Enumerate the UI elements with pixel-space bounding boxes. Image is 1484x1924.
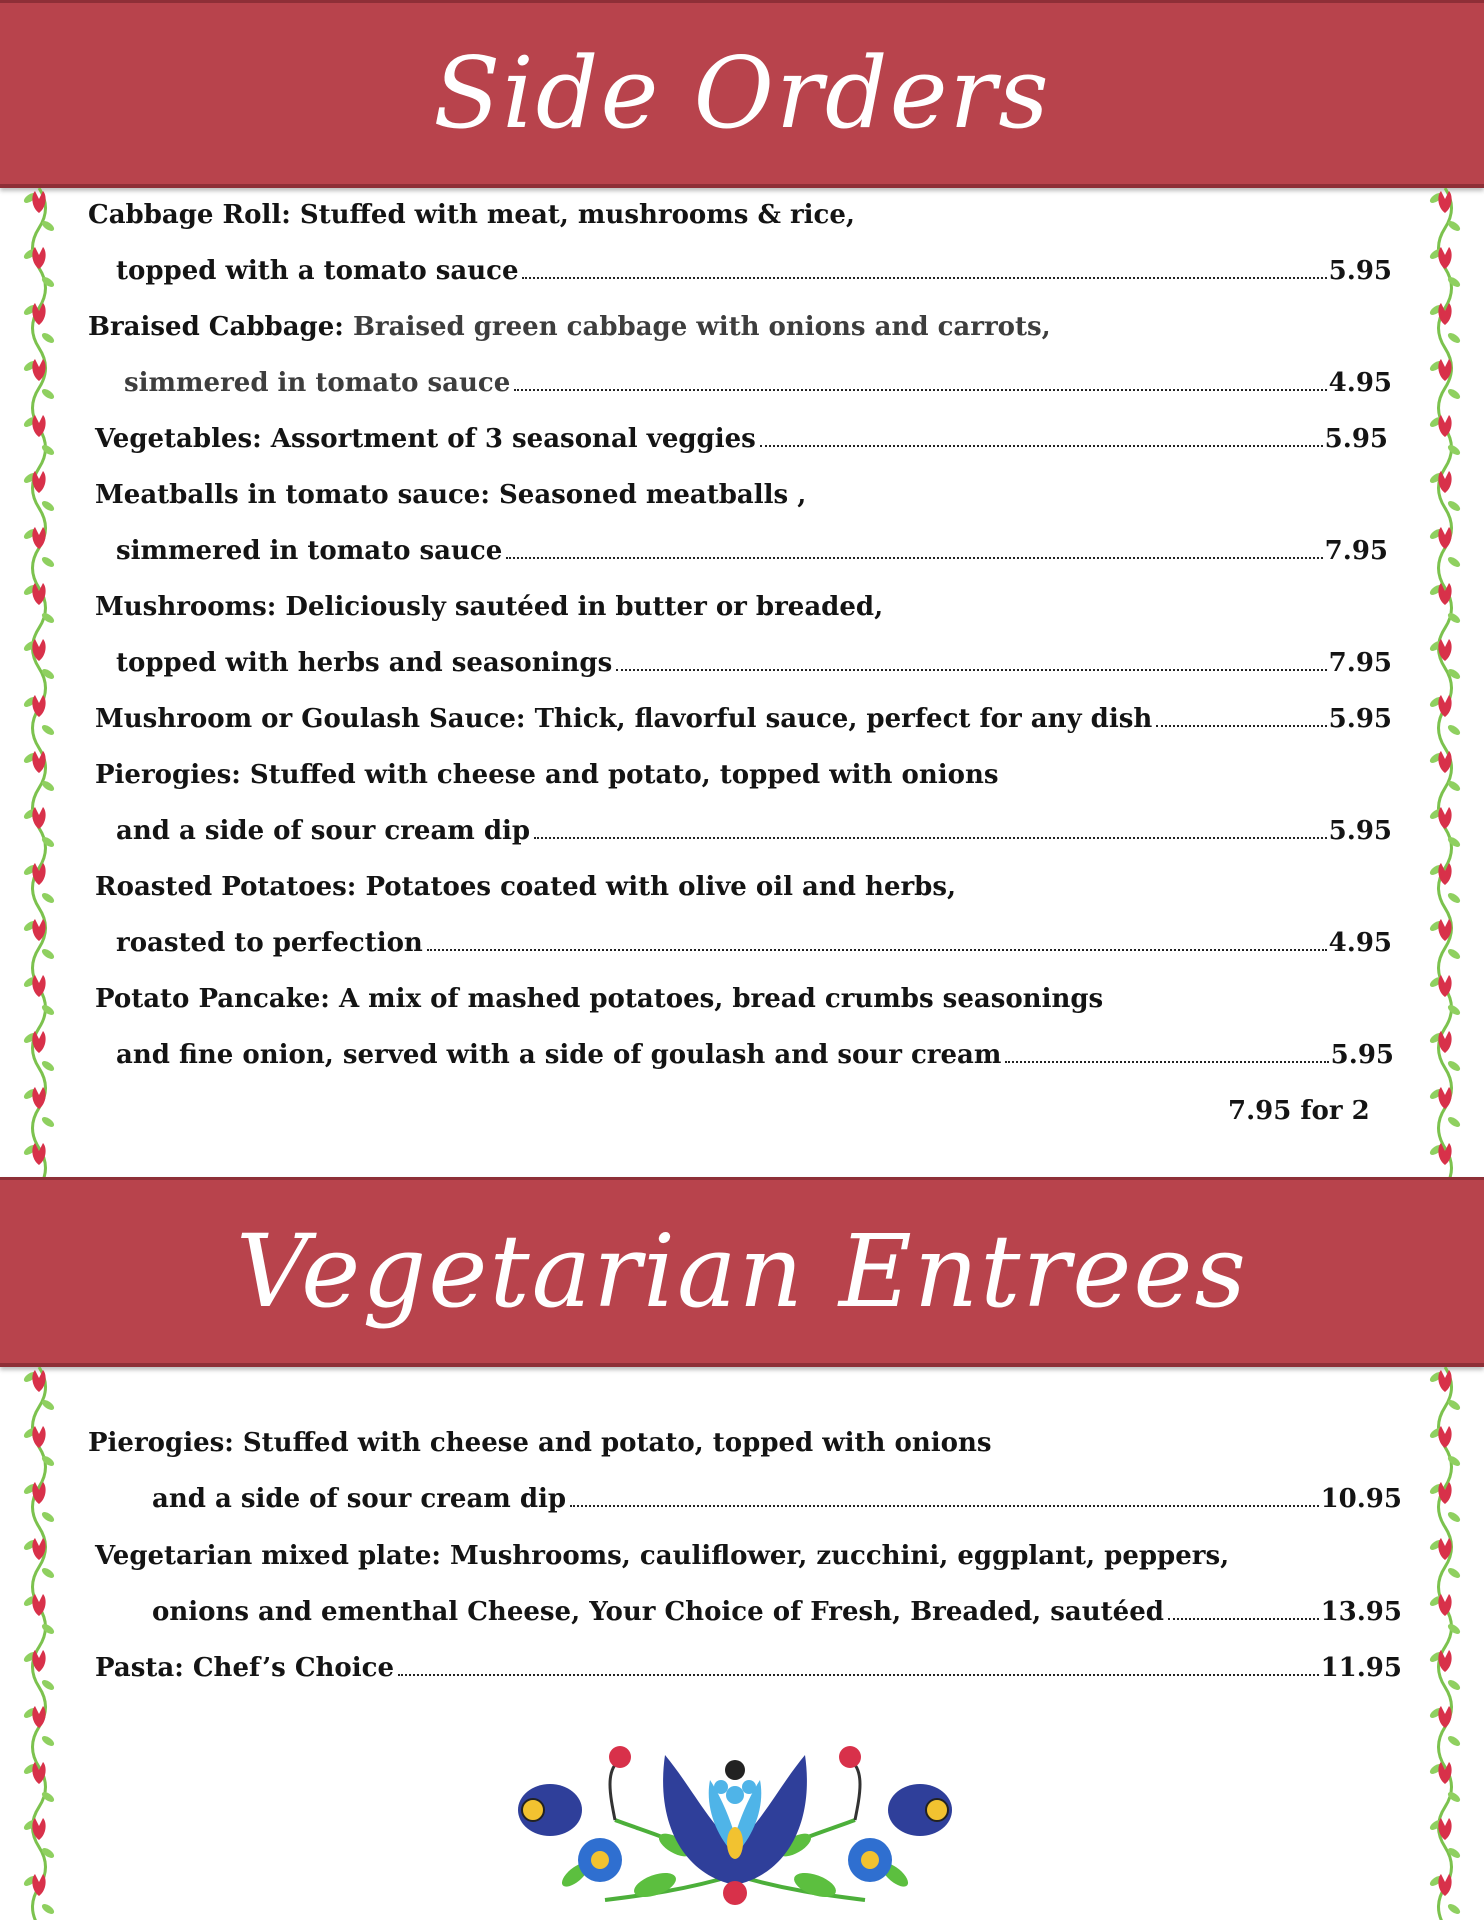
menu-item-meatballs-line1: Meatballs in tomato sauce: Seasoned meatballs ,	[95, 480, 807, 510]
item-price: 11.95	[1320, 1653, 1402, 1683]
item-price: 13.95	[1320, 1597, 1402, 1627]
dot-leader	[398, 1673, 1319, 1676]
item-description: Mushroom or Goulash Sauce: Thick, flavorful sauce, perfect for any dish	[95, 704, 1153, 734]
item-description: and fine onion, served with a side of goulash and sour cream	[116, 1040, 1002, 1070]
menu-item-veg-mixed-plate-line1: Vegetarian mixed plate: Mushrooms, cauliflower, zucchini, eggplant, peppers,	[95, 1541, 1230, 1571]
item-price: 4.95	[1328, 928, 1392, 958]
item-price: 5.95	[1328, 256, 1392, 286]
dot-leader	[570, 1504, 1318, 1507]
menu-item-pasta	[95, 1653, 1402, 1691]
item-description: onions and ementhal Cheese, Your Choice of Fresh, Breaded, sautéed	[152, 1597, 1164, 1627]
menu-item-mushrooms	[116, 648, 1392, 686]
item-price: 5.95	[1328, 704, 1392, 734]
side-orders-banner	[0, 0, 1484, 188]
item-description: Vegetables: Assortment of 3 seasonal veggies	[95, 424, 756, 454]
item-price: 5.95	[1324, 424, 1388, 454]
dot-leader	[534, 836, 1327, 839]
side-orders-title: Side Orders	[433, 36, 1051, 151]
item-description: simmered in tomato sauce	[124, 368, 511, 398]
menu-item-cabbage-roll	[116, 256, 1392, 294]
item-price: 5.95	[1330, 1040, 1394, 1070]
right-floral-border-bottom	[1428, 1367, 1462, 1920]
item-description: topped with a tomato sauce	[116, 256, 519, 286]
menu-item-vegetables	[95, 424, 1388, 462]
menu-item-braised-cabbage	[124, 368, 1392, 406]
dot-leader	[1156, 724, 1326, 727]
item-description: topped with herbs and seasonings	[116, 648, 613, 678]
item-price: 7.95	[1328, 648, 1392, 678]
menu-item-pierogies	[116, 816, 1392, 854]
dot-leader	[616, 668, 1326, 671]
menu-item-braised-cabbage-line1	[88, 312, 1051, 342]
item-description: roasted to perfection	[116, 928, 423, 958]
dot-leader	[522, 276, 1326, 279]
menu-item-meatballs	[116, 536, 1388, 574]
menu-item-veg-mixed-plate	[152, 1597, 1402, 1635]
menu-item-cabbage-roll-line1: Cabbage Roll: Stuffed with meat, mushrooms & rice,	[88, 200, 855, 230]
menu-item-pierogies-line1: Pierogies: Stuffed with cheese and potato, topped with onions	[95, 760, 999, 790]
dot-leader	[760, 444, 1323, 447]
menu-item-veg-pierogies-line1: Pierogies: Stuffed with cheese and potato, topped with onions	[88, 1428, 992, 1458]
item-description: simmered in tomato sauce	[116, 536, 503, 566]
dot-leader	[1168, 1617, 1319, 1620]
item-description: Braised green cabbage with onions and carrots,	[352, 312, 1051, 342]
item-price: 7.95	[1324, 536, 1388, 566]
dot-leader	[506, 556, 1322, 559]
right-floral-border-top	[1428, 188, 1462, 1177]
item-description: Pasta: Chef’s Choice	[95, 1653, 395, 1683]
left-floral-border-top	[22, 188, 56, 1177]
item-price: 4.95	[1328, 368, 1392, 398]
dot-leader	[427, 948, 1327, 951]
menu-item-roasted-potatoes	[116, 928, 1392, 966]
menu-item-mushrooms-line1: Mushrooms: Deliciously sautéed in butter or breaded,	[95, 592, 884, 622]
potato-pancake-price-for-two: 7.95 for 2	[1228, 1096, 1370, 1126]
item-price: 5.95	[1328, 816, 1392, 846]
menu-item-veg-pierogies	[152, 1484, 1402, 1522]
dot-leader	[1005, 1060, 1328, 1063]
item-description: and a side of sour cream dip	[116, 816, 531, 846]
item-description: and a side of sour cream dip	[152, 1484, 567, 1514]
item-name: Braised Cabbage:	[88, 312, 353, 342]
vegetarian-entrees-banner	[0, 1177, 1484, 1367]
menu-item-mushroom-goulash-sauce	[95, 704, 1392, 742]
menu-item-roasted-potatoes-line1: Roasted Potatoes: Potatoes coated with olive oil and herbs,	[95, 872, 957, 902]
menu-item-potato-pancake-line1: Potato Pancake: A mix of mashed potatoes, bread crumbs seasonings	[95, 984, 1104, 1014]
menu-item-potato-pancake	[116, 1040, 1394, 1078]
folk-flower-icon	[505, 1725, 965, 1920]
left-floral-border-bottom	[22, 1367, 56, 1920]
dot-leader	[514, 388, 1326, 391]
item-price: 10.95	[1320, 1484, 1402, 1514]
vegetarian-entrees-title: Vegetarian Entrees	[236, 1213, 1248, 1330]
